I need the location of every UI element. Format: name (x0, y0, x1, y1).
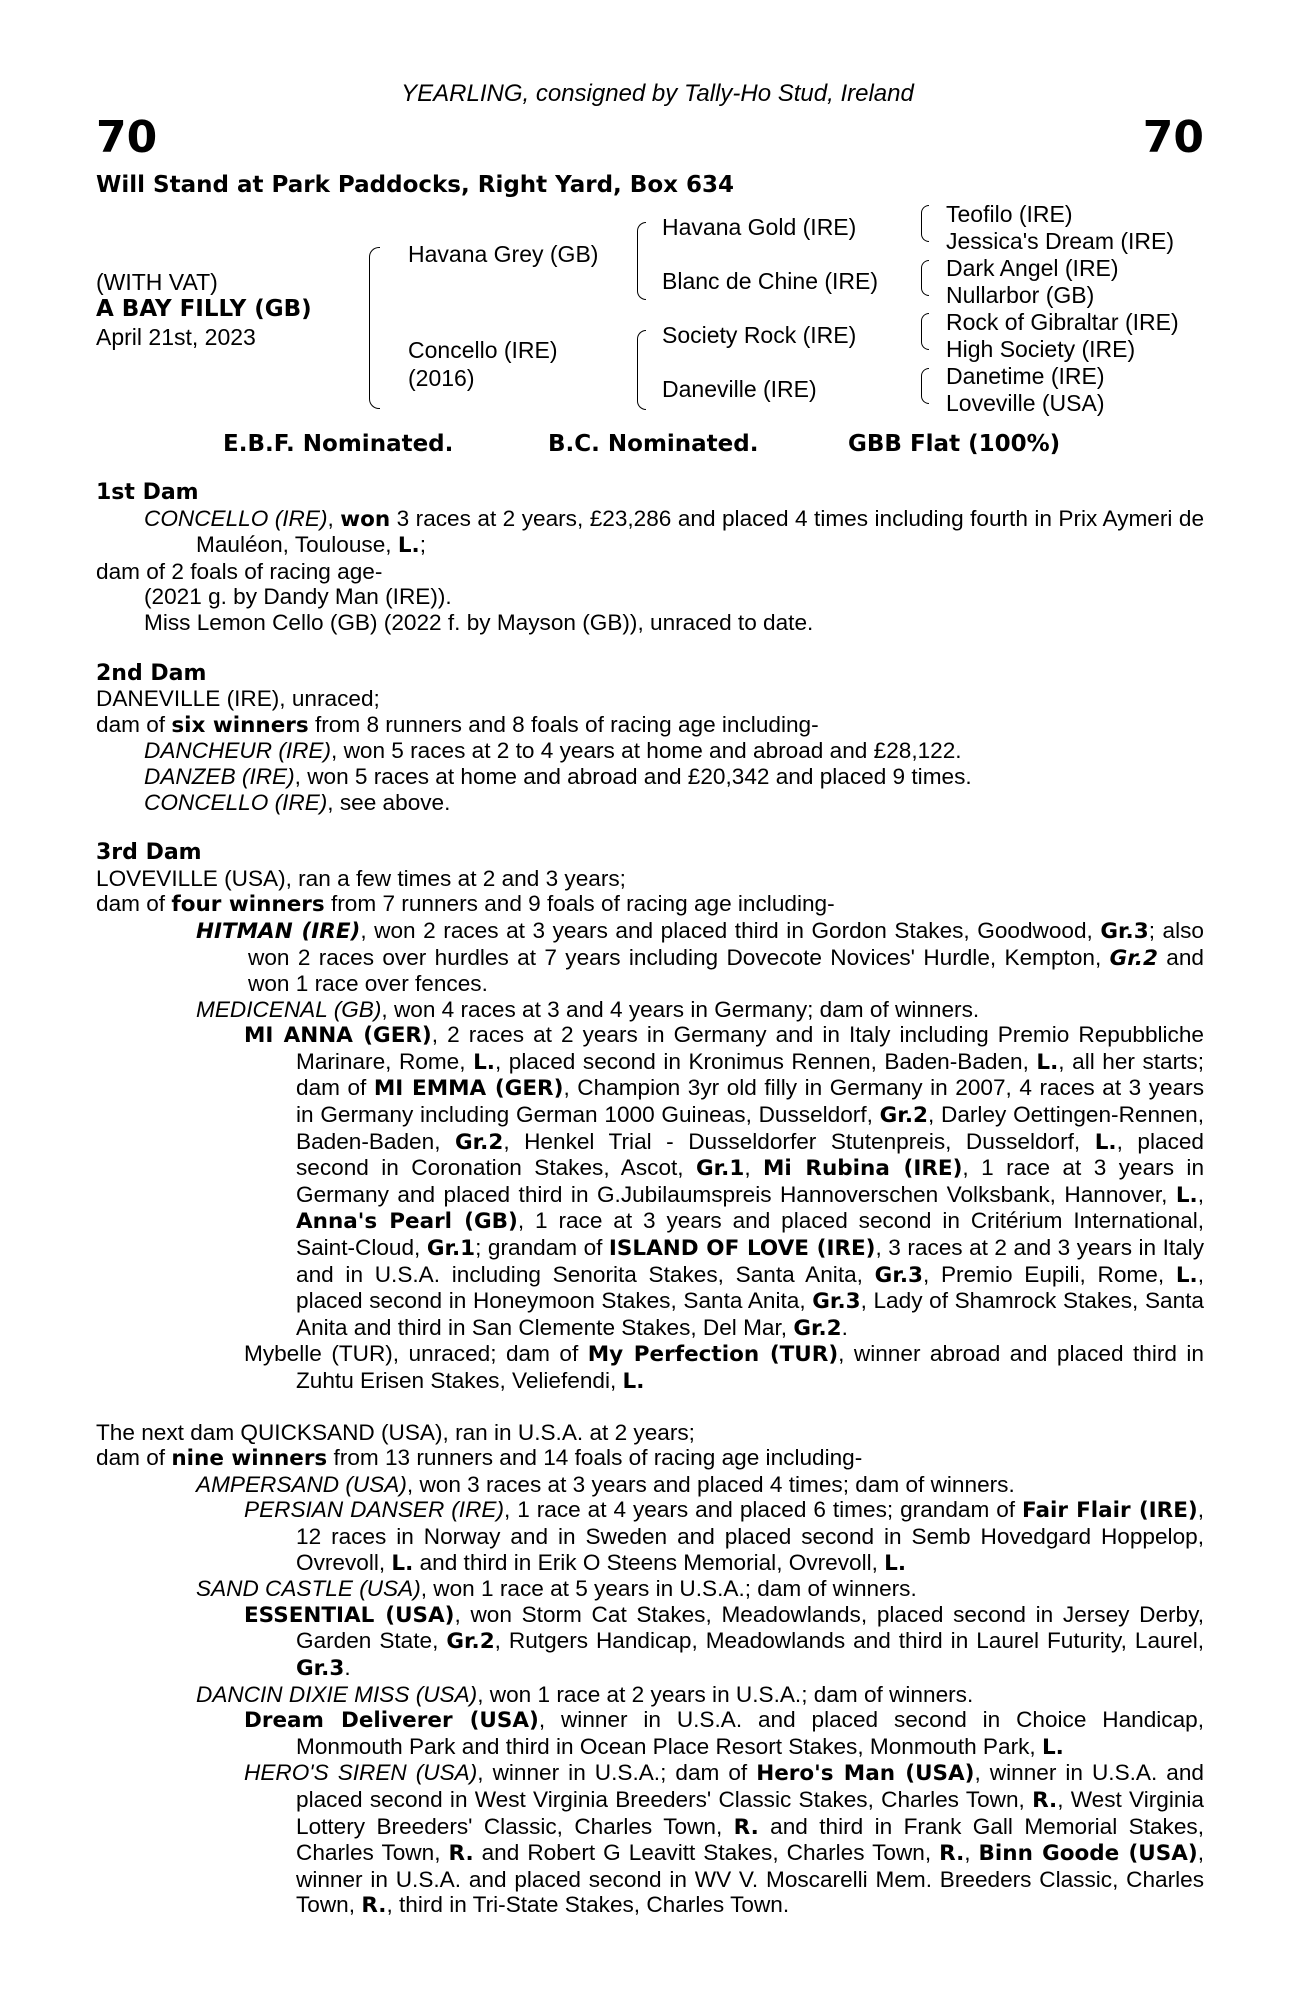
produce-entry (96, 764, 1204, 790)
grade: L. (391, 1550, 414, 1576)
grade: Gr.1 (426, 1236, 476, 1262)
pedigree-brace-sd (921, 260, 929, 296)
horse-name: HERO'S SIREN (USA) (244, 1760, 478, 1786)
text: ; also won 2 races over hurdles at 7 years including Dovecote Novices' Hurdle, Kempton, (248, 917, 1204, 970)
horse-name: Dream Deliverer (USA) (244, 1708, 539, 1734)
text: , Lady of Shamrock Stakes, Santa Anita and third in San Clemente Stakes, Del Mar, (296, 1288, 1204, 1340)
horse-name: HITMAN (IRE) (196, 918, 361, 944)
second-dam-record: DANEVILLE (IRE), unraced; (96, 686, 380, 712)
horse-name: SAND CASTLE (USA) (196, 1576, 421, 1602)
horse-name: Hero's Man (USA) (756, 1761, 975, 1787)
text: , placed second in Honeymoon Stakes, Santa Anita, (296, 1261, 1204, 1314)
text: Mybelle (TUR), unraced; dam of (244, 1341, 588, 1367)
horse-name: DANCIN DIXIE MISS (USA) (196, 1681, 478, 1707)
grade: R. (733, 1814, 759, 1840)
grade: Gr.2 (879, 1103, 928, 1129)
grade: L. (1036, 1049, 1059, 1075)
pedigree-dam: Concello (IRE) (408, 337, 558, 363)
text: , 1 race at 3 years and placed second in Critérium International, Saint-Cloud, (296, 1208, 1205, 1261)
grade: Gr.3 (874, 1262, 923, 1288)
pedigree-ssd: Jessica's Dream (IRE) (946, 228, 1175, 254)
horse-name: A BAY FILLY (GB) (96, 296, 312, 322)
winners-summary (96, 891, 1204, 918)
grade: Gr.3 (1100, 918, 1149, 944)
text: , third in Tri-State Stakes, Charles Town. (386, 1892, 790, 1918)
pedigree-brace-ds (921, 313, 929, 350)
text: , Champion 3yr old filly in Germany in 2007, 4 races at 3 years in Germany including German 1000 Guineas, Dusseldorf, (296, 1075, 1204, 1128)
text: dam of (96, 1445, 172, 1471)
next-dam-section (96, 1420, 1204, 1919)
text: , won 4 races at 3 and 4 years in Germany; dam of winners. (381, 996, 980, 1022)
first-dam-section (96, 480, 1204, 636)
grade: R. (361, 1893, 387, 1919)
text: , won Storm Cat Stakes, Meadowlands, placed second in Jersey Derby, Garden State, (296, 1601, 1204, 1654)
horse-name: DANZEB (IRE) (144, 763, 295, 789)
grade: R. (939, 1841, 965, 1867)
produce-entry (96, 790, 1204, 816)
text: 3 races at 2 years, £23,286 and placed 4 times including fourth in Prix Aymeri de Mauléon, Toulouse, (196, 505, 1205, 558)
text: and third in Erik O Steens Memorial, Ovrevoll, (413, 1549, 885, 1575)
gbb-flat: GBB Flat (100%) (848, 431, 1061, 457)
descendant-entry (96, 1707, 1204, 1760)
text: dam of (96, 891, 172, 917)
text: , Henkel Trial - Dusseldorfer Stutenpreis, Dusseldorf, (503, 1128, 1095, 1154)
text: , (964, 1840, 979, 1866)
text: , (1197, 1181, 1204, 1207)
text: , 1 race at 3 years in Germany and placed third in G.Jubilaumspreis Hannoverschen Volksbank, Hannover, (296, 1155, 1205, 1207)
text: from 8 runners and 8 foals of racing age including- (308, 711, 819, 737)
produce-entry (96, 997, 1204, 1023)
horse-name: ESSENTIAL (USA) (244, 1602, 455, 1628)
bc-nomination: B.C. Nominated. (548, 431, 759, 457)
horse-name: MI ANNA (GER) (244, 1023, 432, 1049)
descendant-entry (96, 1497, 1204, 1576)
text: from 7 runners and 9 foals of racing age including- (324, 891, 835, 917)
pedigree-dam-sire: Society Rock (IRE) (662, 322, 857, 348)
winners-count: six winners (171, 712, 309, 738)
horse-name: MEDICENAL (GB) (196, 996, 382, 1022)
pedigree-dds: Danetime (IRE) (946, 363, 1105, 389)
text: , placed second in Coronation Stakes, Ascot, (296, 1128, 1204, 1181)
horse-name: ISLAND OF LOVE (IRE) (608, 1236, 876, 1262)
text: , won 1 race at 5 years in U.S.A.; dam of winners. (420, 1576, 917, 1602)
horse-name: MI EMMA (GER) (373, 1076, 564, 1102)
foaling-date: April 21st, 2023 (96, 324, 256, 350)
produce-entry (96, 1576, 1204, 1602)
stable-location: Will Stand at Park Paddocks, Right Yard, Box 634 (96, 172, 734, 198)
descendant-entry (96, 1760, 1204, 1919)
grade: Gr.2 (1109, 945, 1158, 971)
produce-entry (96, 1682, 1204, 1708)
grade: L. (473, 1049, 495, 1075)
horse-name: My Perfection (TUR) (587, 1342, 839, 1368)
text: , winner in U.S.A. and placed second in Choice Handicap, Monmouth Park and third in Ocean Place Resort Stakes, Monmouth Park, (296, 1707, 1204, 1759)
pedigree-sds: Dark Angel (IRE) (946, 255, 1119, 281)
pedigree-ddd: Loveville (USA) (946, 390, 1105, 416)
text: , 1 race at 4 years and placed 6 times; grandam of (503, 1497, 1023, 1523)
foal-entry: (2021 g. by Dandy Man (IRE)). (144, 584, 452, 610)
pedigree-sire-dam: Blanc de Chine (IRE) (662, 268, 879, 294)
winners-count: four winners (171, 892, 325, 918)
pedigree-dam-year: (2016) (408, 365, 475, 391)
grade: R. (1032, 1787, 1058, 1813)
pedigree-brace-dd (921, 368, 929, 404)
text: , won 5 races at home and abroad and £20,342 and placed 9 times. (294, 763, 972, 789)
second-dam-heading: 2nd Dam (96, 660, 207, 686)
grade: Gr.3 (296, 1655, 345, 1681)
listed-grade: L. (397, 533, 420, 559)
winners-summary (96, 1445, 1204, 1472)
text: , won 5 races at 2 to 4 years at home and abroad and £28,122. (331, 738, 962, 764)
winners-summary (96, 712, 1204, 739)
horse-name: CONCELLO (IRE) (144, 789, 328, 815)
text: , winner in U.S.A. and placed second in WV V. Moscarelli Mem. Breeders Classic, Charles Town, (296, 1840, 1204, 1918)
pedigree-dsd: High Society (IRE) (946, 336, 1136, 362)
grade: L. (1094, 1129, 1117, 1155)
text: . (841, 1314, 848, 1340)
pedigree-brace-dam (637, 330, 646, 410)
consignor-line: YEARLING, consigned by Tally-Ho Stud, Ireland (401, 80, 914, 107)
text: , winner in U.S.A. and placed second in West Virginia Breeders' Classic Stakes, Charles Town, (296, 1760, 1204, 1812)
horse-name: PERSIAN DANSER (IRE) (244, 1497, 504, 1523)
text: , 12 races in Norway and in Sweden and placed second in Semb Hovedgard Hoppelop, Ovrevoll, (296, 1497, 1204, 1575)
text: and third in Frank Gall Memorial Stakes, Charles Town, (296, 1813, 1204, 1866)
text: , won 2 races at 3 years and placed third in Gordon Stakes, Goodwood, (360, 917, 1101, 943)
horse-name: DANCHEUR (IRE) (144, 738, 332, 764)
text: , 3 races at 2 and 3 years in Italy and in U.S.A. including Senorita Stakes, Santa Anita, (296, 1235, 1205, 1287)
pedigree-dss: Rock of Gibraltar (IRE) (946, 309, 1179, 335)
next-dam-record: The next dam QUICKSAND (USA), ran in U.S.A. at 2 years; (96, 1419, 695, 1445)
text: , won 3 races at 3 years and placed 4 times; dam of winners. (406, 1471, 1015, 1497)
text: , won 1 race at 2 years in U.S.A.; dam of winners. (477, 1681, 974, 1707)
horse-name: Binn Goode (USA) (978, 1841, 1198, 1867)
grade: Gr.2 (793, 1315, 842, 1341)
horse-name: Anna's Pearl (GB) (296, 1209, 518, 1235)
descendant-entry (96, 1602, 1204, 1682)
grade: L. (1175, 1262, 1198, 1288)
text: , Rutgers Handicap, Meadowlands and third in Laurel Futurity, Laurel, (494, 1628, 1204, 1654)
text: dam of (96, 711, 172, 737)
second-dam-section (96, 661, 1204, 816)
lot-number-right: 70 (1142, 112, 1204, 163)
ebf-nomination: E.B.F. Nominated. (223, 431, 454, 457)
pedigree-sire-sire: Havana Gold (IRE) (662, 214, 857, 240)
lot-number-left: 70 (96, 112, 158, 163)
third-dam-section (96, 840, 1204, 1394)
text: , Darley Oettingen-Rennen, Baden-Baden, (296, 1102, 1204, 1154)
grade: L. (1041, 1734, 1064, 1760)
grade: Gr.3 (812, 1289, 861, 1315)
winners-count: nine winners (171, 1446, 328, 1472)
first-dam-record (96, 506, 1204, 559)
grade: L. (1175, 1182, 1198, 1208)
text: and won 1 race over fences. (248, 944, 1204, 997)
horse-name: Mi Rubina (IRE) (763, 1156, 963, 1182)
descendant-entry (96, 1341, 1204, 1394)
won-label: won (340, 506, 391, 532)
grade: L. (622, 1369, 645, 1394)
grade: Gr.1 (696, 1156, 745, 1182)
text: , all her starts; dam of (296, 1048, 1204, 1101)
horse-name: AMPERSAND (USA) (196, 1471, 407, 1497)
text: , (744, 1155, 764, 1181)
dam-name: CONCELLO (IRE) (144, 505, 328, 531)
descendant-entry (96, 1022, 1204, 1341)
third-dam-record: LOVEVILLE (USA), ran a few times at 2 and 3 years; (96, 865, 626, 891)
horse-name: Fair Flair (IRE) (1022, 1498, 1198, 1524)
first-dam-heading: 1st Dam (96, 480, 199, 505)
pedigree-sss: Teofilo (IRE) (946, 201, 1073, 227)
produce-entry (96, 738, 1204, 764)
text: , placed second in Kronimus Rennen, Baden-Baden, (494, 1048, 1037, 1074)
grade: R. (448, 1841, 474, 1867)
catalogue-body (96, 480, 1204, 1919)
third-dam-heading: 3rd Dam (96, 840, 202, 866)
vat-note: (WITH VAT) (96, 269, 218, 295)
text: , see above. (327, 789, 451, 815)
pedigree-brace-main (369, 247, 380, 409)
text: ; (419, 532, 426, 558)
pedigree-sire: Havana Grey (GB) (408, 241, 599, 267)
text: ; grandam of (475, 1235, 609, 1261)
foal-entry: Miss Lemon Cello (GB) (2022 f. by Mayson (GB)), unraced to date. (144, 609, 814, 635)
pedigree-brace-sire (637, 222, 646, 300)
text: , winner in U.S.A.; dam of (477, 1760, 757, 1786)
grade: L. (884, 1550, 907, 1576)
grade: Gr.2 (446, 1629, 495, 1655)
produce-entry (96, 918, 1204, 997)
produce-entry (96, 1472, 1204, 1498)
grade: Gr.2 (455, 1129, 504, 1155)
foals-summary: dam of 2 foals of racing age- (96, 558, 383, 584)
text: and Robert G Leavitt Stakes, Charles Town, (473, 1840, 940, 1866)
text: , Premio Eupili, Rome, (922, 1261, 1176, 1287)
text: , (327, 505, 341, 531)
pedigree-sdd: Nullarbor (GB) (946, 282, 1095, 308)
text: , 2 races at 2 years in Germany and in Italy including Premio Repubbliche Marinare, Rome, (296, 1022, 1204, 1074)
text: . (344, 1654, 351, 1680)
pedigree-dam-dam: Daneville (IRE) (662, 376, 817, 402)
text: , winner abroad and placed third in Zuhtu Erisen Stakes, Veliefendi, (296, 1341, 1204, 1393)
text: from 13 runners and 14 foals of racing age including- (327, 1445, 863, 1471)
pedigree-brace-ss (921, 205, 929, 242)
text: , West Virginia Lottery Breeders' Classic, Charles Town, (296, 1786, 1204, 1839)
